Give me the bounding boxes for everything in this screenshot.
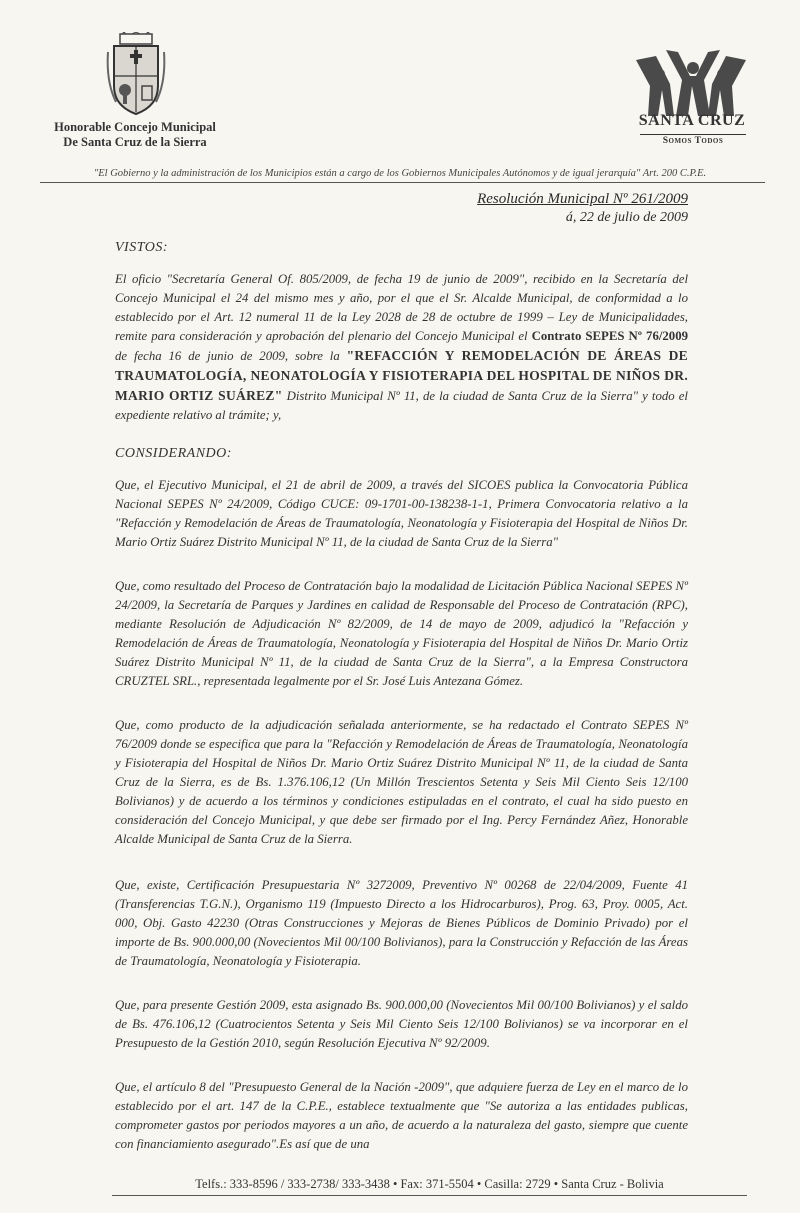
vistos-paragraph	[115, 270, 688, 425]
considerando-paragraph-2: Que, como resultado del Proceso de Contratación bajo la modalidad de Licitación Pública Nacional SEPES Nº 24/2009, la Secretaría de Parques y Jardines en calidad de Responsable del Proceso de Contratación (RPC), mediante Resolución de Adjudicación Nº 82/2009, de 14 de mayo de 2009, adjudicó la "Refacción y Remodelación de Áreas de Traumatología, Neonatología y Fisioterapia del Hospital de Niños Dr. Mario Ortiz Suárez Distrito Municipal Nº 11, de la ciudad de Santa Cruz de la Sierra", a la Empresa Constructora CRUZTEL SRL., representada legalmente por el Sr. José Luis Antezana Gómez.	[115, 579, 688, 688]
footer-divider	[112, 1195, 747, 1196]
vistos-text-c: Distrito Municipal Nº 11, de la ciudad de Santa Cruz de la Sierra" y todo el expediente relativo al trámite; y,	[115, 389, 688, 422]
brand-tagline: Somos Todos	[640, 134, 746, 146]
footer-contact: Telfs.: 333-8596 / 333-2738/ 333-3438 • Fax: 371-5504 • Casilla: 2729 • Santa Cruz - Bolivia	[195, 1177, 664, 1191]
contract-reference: Contrato SEPES Nº 76/2009	[531, 329, 688, 343]
project-title: "REFACCIÓN Y REMODELACIÓN DE ÁREAS DE TRAUMATOLOGÍA, NEONATOLOGÍA Y FISIOTERAPIA DEL HOSPITAL DE NIÑOS DR. MARIO ORTIZ SUÁREZ"	[115, 348, 688, 403]
brand-cruz: CRUZ	[697, 112, 746, 129]
santa-cruz-logo-icon	[636, 46, 746, 120]
brand-santa: SANTA	[638, 112, 694, 129]
vistos-text-b: de fecha 16 de junio de 2009, sobre la	[115, 349, 347, 363]
constitution-quote: "El Gobierno y la administración de los Municipios están a cargo de los Gobiernos Municipales Autónomos y de igual jerarquía" Art. 200 C.P.E.	[93, 168, 707, 179]
considerando-paragraph-4: Que, existe, Certificación Presupuestaria Nº 3272009, Preventivo Nº 00268 de 22/04/2009, Fuente 41 (Transferencias T.G.N.), Organismo 119 (Impuesto Directo a los Hidrocarburos), Prog. 63, Proy. 0005, Act. 000, Obj. Gasto 42230 (Otras Construcciones y Mejoras de Bienes Públicos de Dominio Privado) por el importe de Bs. 900.000,00 (Novecientos Mil 00/100 Bolivianos), para la Construcción y Refacción de las Áreas de Traumatología, Neonatología y Fisioterapia.	[115, 878, 688, 968]
santa-cruz-brand-name	[632, 112, 752, 130]
vistos-text-a: El oficio "Secretaría General Of. 805/2009, de fecha 19 de junio de 2009", recibido en la Secretaría del Concejo Municipal el 24 del mismo mes y año, por el que el Sr. Alcalde Municipal, de conformidad a lo establecido por el Art. 12 numeral 11 de la Ley 2028 de 28 de octubre de 1999 – Ley de Municipalidades, remite para consideración y aprobación del plenario del Concejo Municipal el	[115, 272, 688, 343]
vistos-heading: VISTOS:	[115, 240, 169, 255]
header-divider	[40, 182, 765, 183]
council-name	[40, 120, 230, 150]
considerando-paragraph-1: Que, el Ejecutivo Municipal, el 21 de abril de 2009, a través del SICOES publica la Convocatoria Pública Nacional SEPES Nº 24/2009, Código CUCE: 09-1701-00-138238-1-1, Primera Convocatoria relativo a la "Refacción y Remodelación de Áreas de Traumatología, Neonatología y Fisioterapia del Hospital de Niños Dr. Mario Ortiz Suárez Distrito Municipal Nº 11, de la ciudad de Santa Cruz de la Sierra"	[115, 478, 688, 549]
considerando-paragraph-5: Que, para presente Gestión 2009, esta asignado Bs. 900.000,00 (Novecientos Mil 00/100 Bolivianos) y el saldo de Bs. 476.106,12 (Cuatrocientos Setenta y Seis Mil Ciento Seis 12/100 Bolivianos) se va incorporar en el Presupuesto de la Gestión 2010, según Resolución Ejecutiva Nº 92/2009.	[115, 998, 688, 1050]
council-line-1: Honorable Concejo Municipal	[54, 120, 216, 134]
resolution-title: Resolución Municipal Nº 261/2009	[477, 191, 688, 207]
municipal-crest-icon	[106, 32, 166, 116]
considerando-paragraph-6: Que, el artículo 8 del "Presupuesto General de la Nación -2009", que adquiere fuerza de Ley en el marco de lo establecido por el art. 147 de la C.P.E., establece textualmente que "Se autoriza a las entidades publicas, comprometer gastos por periodos mayores a un año, de acuerdo a la naturaleza del gasto, siempre que cuente con financiamiento asegurado".Es así que de una	[115, 1080, 688, 1151]
council-line-2: De Santa Cruz de la Sierra	[63, 135, 207, 149]
considerando-paragraph-3: Que, como producto de la adjudicación señalada anteriormente, se ha redactado el Contrato SEPES Nº 76/2009 donde se especifica que para la "Refacción y Remodelación de Áreas de Traumatología, Neonatología y Fisioterapia del Hospital de Niños Dr. Mario Ortiz Suárez Distrito Municipal Nº 11, de la ciudad de Santa Cruz de la Sierra, es de Bs. 1.376.106,12 (Un Millón Trescientos Setenta y Seis Mil Ciento Seis 12/100 Bolivianos) y de acuerdo a los términos y condiciones estipuladas en el contrato, el cual ha sido puesto en consideración del Concejo Municipal, y que debe ser firmado por el Ing. Percy Fernández Añez, Honorable Alcalde Municipal de Santa Cruz de la Sierra.	[115, 718, 688, 846]
considerando-heading: CONSIDERANDO:	[115, 446, 232, 461]
resolution-date: á, 22 de julio de 2009	[565, 210, 688, 225]
